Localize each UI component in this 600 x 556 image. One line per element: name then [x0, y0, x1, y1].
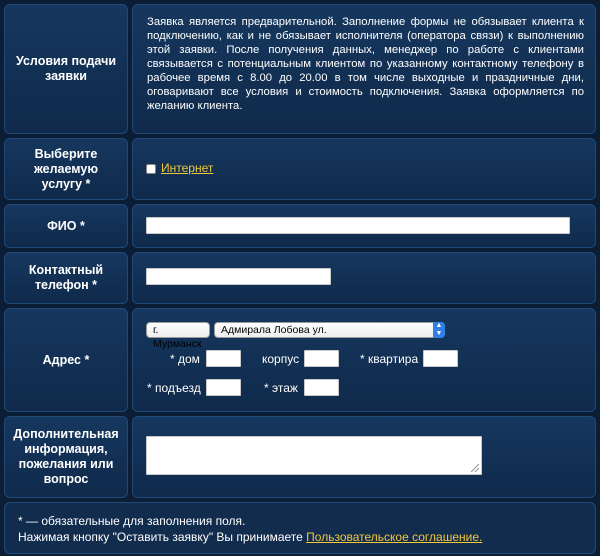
extra-textarea[interactable] [146, 436, 482, 475]
apartment-input[interactable] [423, 350, 458, 367]
corpus-input[interactable] [304, 350, 339, 367]
required-note: * — обязательные для заполнения поля. [18, 514, 246, 528]
agreement-prefix: Нажимая кнопку "Оставить заявку" Вы принимаете [18, 530, 307, 544]
phone-label-cell [4, 252, 128, 304]
house-input[interactable] [206, 350, 241, 367]
city-select-value: г. Мурманск [153, 324, 202, 350]
fio-label: ФИО * [47, 218, 85, 233]
fio-input[interactable] [146, 217, 570, 234]
city-select[interactable] [146, 322, 210, 350]
service-label: Выберите желаемую услугу * [33, 146, 99, 191]
street-select[interactable] [214, 322, 445, 338]
fio-label-cell [4, 204, 128, 248]
conditions-text: Заявка является предварительной. Заполнение формы не обязывает клиента к подключению, как и не обязывает исполнителя (оператора связи) к выполнению этой заявки. После получения данных, менеджер по работе с клиентами связывается с потенциальным клиентом по указанному контактному телефону в рабочее время с 8.00 до 20.00 в том числе выходные и праздничные дни, оговаривают все условия и стоимость подключения. Заявка оформляется по желанию клиента. [147, 16, 584, 112]
street-select-value: Адмирала Лобова ул. [221, 324, 327, 336]
extra-label: Дополнительная информация, пожелания или вопрос [13, 427, 119, 486]
agreement-link[interactable]: Пользовательское соглашение. [306, 530, 483, 544]
entrance-input[interactable] [206, 379, 241, 396]
internet-checkbox[interactable] [146, 164, 156, 174]
chevron-updown-icon: ▲ ▼ [433, 322, 445, 338]
corpus-label: корпус [262, 352, 300, 366]
extra-label-cell [4, 416, 128, 498]
entrance-label: * подъезд [147, 381, 201, 395]
address-label: Адрес * [42, 352, 90, 367]
conditions-label: Условия подачи заявки [15, 54, 117, 83]
floor-label: * этаж [264, 381, 298, 395]
apartment-label: * квартира [360, 352, 419, 366]
house-label: * дом [170, 352, 200, 366]
internet-option-link[interactable]: Интернет [161, 161, 214, 175]
conditions-label-cell [4, 4, 128, 134]
phone-input[interactable] [146, 268, 331, 285]
phone-label: Контактный телефон * [28, 263, 104, 292]
footer-cell [4, 502, 596, 554]
address-label-cell [4, 308, 128, 412]
floor-input[interactable] [304, 379, 339, 396]
agreement-text [18, 530, 482, 544]
service-label-cell [4, 138, 128, 200]
resize-handle-icon[interactable] [471, 464, 479, 472]
